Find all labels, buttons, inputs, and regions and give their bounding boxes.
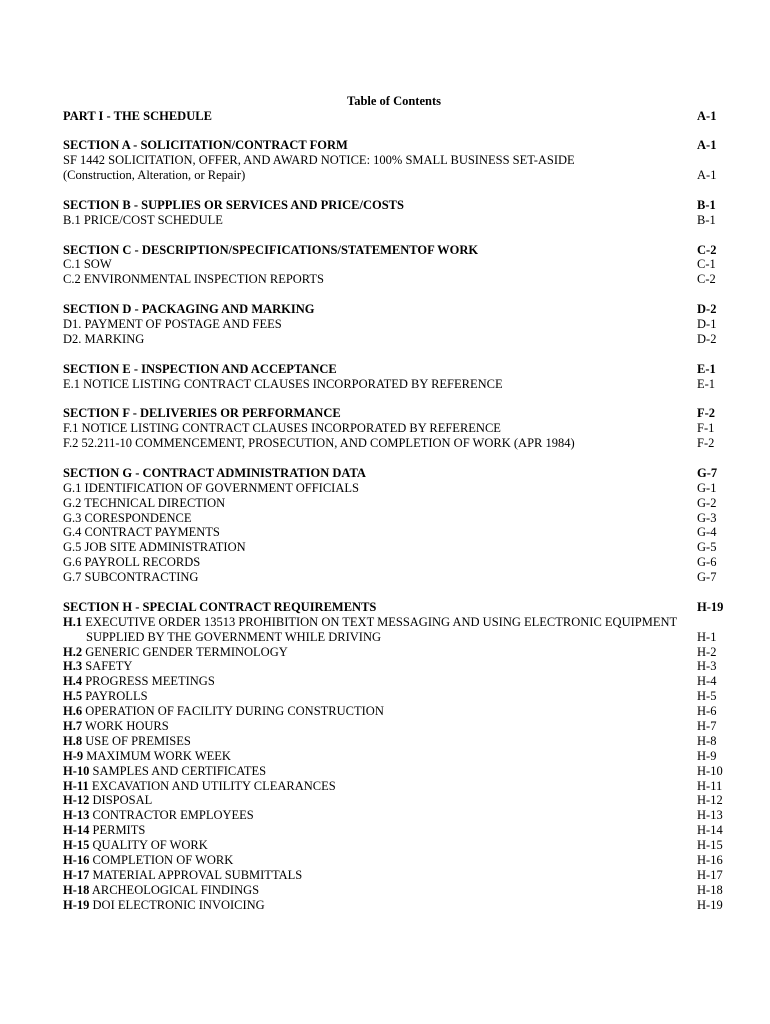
toc-entry-row [63, 808, 725, 823]
section-page: B-1 [697, 197, 716, 212]
toc-entry-title: COMPLETION OF WORK [92, 853, 234, 868]
section-page: D-2 [697, 302, 717, 317]
section-heading-row [63, 302, 725, 317]
toc-entry-row [63, 421, 725, 436]
toc-entry-page: H-1 [697, 629, 717, 644]
toc-entry-number: H-17 [63, 867, 90, 882]
toc-entry-row [63, 838, 725, 853]
toc-entry-row [63, 436, 725, 451]
toc-entry-text [63, 898, 697, 913]
toc-entry-text [63, 153, 697, 168]
toc-entry-title: EXCAVATION AND UTILITY CLEARANCES [91, 778, 336, 793]
toc-entry-row [63, 570, 725, 585]
toc-entry-text [63, 853, 697, 868]
section-gap [63, 585, 725, 600]
toc-entry-text [63, 779, 697, 794]
toc-entry-page: H-2 [697, 644, 717, 659]
toc-entry-page: C-2 [697, 272, 716, 287]
toc-entry-title: CONTRACTOR EMPLOYEES [92, 808, 254, 823]
section-page: A-1 [697, 138, 717, 153]
toc-entry-row [63, 793, 725, 808]
toc-entry-row [63, 734, 725, 749]
toc-entry-row [63, 272, 725, 287]
toc-entry-page: D-2 [697, 331, 717, 346]
toc-entry-number: H.4 [63, 674, 83, 689]
toc-body [63, 109, 725, 913]
toc-entry-page: H-15 [697, 838, 723, 853]
toc-entry-page: G-6 [697, 555, 717, 570]
section-heading: SECTION A - SOLICITATION/CONTRACT FORM [63, 138, 348, 153]
toc-entry-text: G.3 CORESPONDENCE [63, 510, 192, 525]
toc-entry-text: C.1 SOW [63, 257, 112, 272]
section-gap [63, 287, 725, 302]
toc-entry-number: H-9 [63, 748, 84, 763]
toc-entry-title: ARCHEOLOGICAL FINDINGS [91, 882, 260, 897]
toc-entry-row [63, 868, 725, 883]
toc-entry-row [63, 749, 725, 764]
toc-entry-title: MAXIMUM WORK WEEK [86, 748, 231, 763]
toc-entry-row [63, 525, 725, 540]
toc-entry-row [63, 883, 725, 898]
toc-entry-page: E-1 [697, 376, 716, 391]
toc-entry-row [63, 764, 725, 779]
toc-entry-row [63, 257, 725, 272]
toc-entry-number: H.8 [63, 733, 83, 748]
toc-entry-page: F-2 [697, 436, 715, 451]
toc-entry-page: H-19 [697, 897, 723, 912]
toc-entry-number: H.5 [63, 689, 83, 704]
toc-entry-text [63, 823, 697, 838]
toc-entry-row [63, 540, 725, 555]
toc-entry-page: A-1 [697, 168, 717, 183]
toc-entry-text [63, 734, 697, 749]
toc-entry-page: G-7 [697, 570, 717, 585]
toc-entry-row-continued [63, 630, 725, 645]
toc-entry-text: G.2 TECHNICAL DIRECTION [63, 495, 226, 510]
toc-entry-page: C-1 [697, 257, 716, 272]
toc-entry-page: H-12 [697, 793, 723, 808]
toc-entry-title: QUALITY OF WORK [92, 838, 208, 853]
section-page: F-2 [697, 406, 716, 421]
toc-entry-page: H-14 [697, 823, 723, 838]
toc-entry-row [63, 511, 725, 526]
toc-entry-text [63, 749, 697, 764]
section-heading: SECTION H - SPECIAL CONTRACT REQUIREMENTS [63, 599, 377, 614]
section-gap [63, 123, 725, 138]
toc-entry-title: USE OF PREMISES [85, 733, 191, 748]
toc-entry-number: H-10 [63, 763, 90, 778]
toc-entry-line1: SF 1442 SOLICITATION, OFFER, AND AWARD NOTICE: 100% SMALL BUSINESS SET-ASIDE [63, 153, 575, 168]
section-heading-row [63, 243, 725, 258]
section-heading-row [63, 198, 725, 213]
toc-entry-row [63, 674, 725, 689]
toc-entry-row [63, 645, 725, 660]
toc-title: Table of Contents [347, 94, 441, 108]
toc-entry-page: B-1 [697, 212, 716, 227]
toc-entry-text: G.5 JOB SITE ADMINISTRATION [63, 540, 246, 555]
toc-entry-number: H-15 [63, 838, 90, 853]
toc-entry-text: F.1 NOTICE LISTING CONTRACT CLAUSES INCORPORATED BY REFERENCE [63, 421, 501, 436]
section-page: C-2 [697, 242, 717, 257]
section-heading: SECTION F - DELIVERIES OR PERFORMANCE [63, 406, 341, 421]
toc-entry-row [63, 898, 725, 913]
section-heading: SECTION D - PACKAGING AND MARKING [63, 302, 315, 317]
toc-entry-text: E.1 NOTICE LISTING CONTRACT CLAUSES INCORPORATED BY REFERENCE [63, 376, 503, 391]
toc-entry-number: H-12 [63, 793, 90, 808]
section-gap [63, 183, 725, 198]
toc-entry-title: PAYROLLS [85, 689, 148, 704]
section-heading-row [63, 138, 725, 153]
toc-entry-text: G.1 IDENTIFICATION OF GOVERNMENT OFFICIALS [63, 480, 359, 495]
section-gap [63, 391, 725, 406]
toc-entry-row [63, 823, 725, 838]
section-page: H-19 [697, 599, 724, 614]
section-heading: SECTION B - SUPPLIES OR SERVICES AND PRICE/COSTS [63, 197, 404, 212]
toc-entry-page: G-5 [697, 540, 717, 555]
toc-entry-title: SAFETY [85, 659, 133, 674]
part-label: PART I - THE SCHEDULE [63, 108, 212, 123]
section-heading-row [63, 406, 725, 421]
part-row [63, 109, 725, 124]
toc-entry-row [63, 317, 725, 332]
toc-entry-page: H-8 [697, 733, 717, 748]
toc-entry-row [63, 377, 725, 392]
toc-entry-text: G.4 CONTRACT PAYMENTS [63, 525, 220, 540]
toc-entry-line2: SUPPLIED BY THE GOVERNMENT WHILE DRIVING [86, 629, 382, 644]
toc-entry-page: H-13 [697, 808, 723, 823]
toc-entry-text [63, 764, 697, 779]
toc-entry-number: H-11 [63, 778, 89, 793]
toc-entry-row [63, 853, 725, 868]
toc-sections [63, 123, 725, 912]
toc-entry-number: H-16 [63, 853, 90, 868]
section-heading-row [63, 362, 725, 377]
toc-entry-title: PERMITS [92, 823, 146, 838]
toc-entry-title: MATERIAL APPROVAL SUBMITTALS [92, 867, 303, 882]
toc-entry-text [63, 615, 697, 630]
toc-entry-title: GENERIC GENDER TERMINOLOGY [85, 644, 288, 659]
toc-entry-text: C.2 ENVIRONMENTAL INSPECTION REPORTS [63, 272, 324, 287]
toc-entry-number: H-14 [63, 823, 90, 838]
toc-entry-text [63, 719, 697, 734]
toc-entry-text: F.2 52.211-10 COMMENCEMENT, PROSECUTION, AND COMPLETION OF WORK (APR 1984) [63, 436, 575, 451]
toc-entry-row [63, 704, 725, 719]
toc-entry-number: H.6 [63, 704, 83, 719]
toc-entry-line2: (Construction, Alteration, or Repair) [63, 168, 246, 183]
toc-entry-page: G-4 [697, 525, 717, 540]
toc-entry-text [63, 659, 697, 674]
toc-entry-title: WORK HOURS [85, 719, 169, 734]
toc-entry-page: H-3 [697, 659, 717, 674]
toc-entry-title: SAMPLES AND CERTIFICATES [92, 763, 267, 778]
toc-entry-number: H.7 [63, 719, 83, 734]
toc-entry-row [63, 615, 725, 630]
toc-entry-text [63, 674, 697, 689]
toc-entry-text [63, 868, 697, 883]
section-heading-row [63, 466, 725, 481]
toc-entry-number: H-18 [63, 882, 90, 897]
section-gap [63, 347, 725, 362]
toc-entry-page: H-6 [697, 704, 717, 719]
toc-entry-row [63, 153, 725, 168]
toc-entry-page: H-7 [697, 719, 717, 734]
section-heading: SECTION C - DESCRIPTION/SPECIFICATIONS/STATEMENTOF WORK [63, 242, 479, 257]
toc-entry-row [63, 659, 725, 674]
toc-entry-page: H-18 [697, 882, 723, 897]
section-page: G-7 [697, 465, 718, 480]
toc-entry-page: D-1 [697, 316, 717, 331]
toc-entry-page: F-1 [697, 421, 715, 436]
toc-entry-number: H-19 [63, 897, 90, 912]
section-heading: SECTION G - CONTRACT ADMINISTRATION DATA [63, 465, 366, 480]
toc-entry-title: OPERATION OF FACILITY DURING CONSTRUCTION [85, 704, 384, 719]
part-page: A-1 [697, 108, 717, 123]
toc-entry-page: H-11 [697, 778, 723, 793]
section-heading-row [63, 600, 725, 615]
section-gap [63, 228, 725, 243]
toc-entry-text: D1. PAYMENT OF POSTAGE AND FEES [63, 316, 282, 331]
toc-entry-row [63, 496, 725, 511]
toc-entry-page: H-9 [697, 748, 717, 763]
toc-entry-page: G-2 [697, 495, 717, 510]
toc-entry-row [63, 332, 725, 347]
toc-entry-page: H-4 [697, 674, 717, 689]
toc-entry-text [63, 838, 697, 853]
toc-entry-title: PROGRESS MEETINGS [85, 674, 215, 689]
toc-entry-page: G-1 [697, 480, 717, 495]
toc-entry-text: G.6 PAYROLL RECORDS [63, 555, 201, 570]
section-gap [63, 451, 725, 466]
toc-entry-row [63, 779, 725, 794]
toc-entry-text [63, 645, 697, 660]
toc-entry-row [63, 689, 725, 704]
toc-entry-row-continued [63, 168, 725, 183]
toc-entry-text: G.7 SUBCONTRACTING [63, 570, 199, 585]
toc-entry-title: DISPOSAL [92, 793, 153, 808]
toc-entry-title: DOI ELECTRONIC INVOICING [92, 897, 265, 912]
toc-entry-page: H-10 [697, 763, 723, 778]
toc-entry-text [63, 689, 697, 704]
toc-entry-text: D2. MARKING [63, 331, 145, 346]
toc-entry-number: H.1 [63, 614, 83, 629]
toc-entry-text [63, 793, 697, 808]
toc-entry-row [63, 481, 725, 496]
section-heading: SECTION E - INSPECTION AND ACCEPTANCE [63, 361, 337, 376]
toc-entry-row [63, 719, 725, 734]
toc-entry-text [63, 808, 697, 823]
section-page: E-1 [697, 361, 716, 376]
toc-entry-row [63, 213, 725, 228]
toc-entry-page: G-3 [697, 510, 717, 525]
toc-entry-number: H.3 [63, 659, 83, 674]
toc-entry-text: B.1 PRICE/COST SCHEDULE [63, 212, 223, 227]
toc-entry-page: H-17 [697, 867, 723, 882]
toc-entry-number: H-13 [63, 808, 90, 823]
toc-entry-text [63, 883, 697, 898]
toc-entry-page: H-5 [697, 689, 717, 704]
toc-entry-text [63, 704, 697, 719]
toc-entry-number: H.2 [63, 644, 83, 659]
toc-entry-line1: EXECUTIVE ORDER 13513 PROHIBITION ON TEXT MESSAGING AND USING ELECTRONIC EQUIPMENT [85, 614, 678, 629]
toc-entry-page: H-16 [697, 853, 723, 868]
toc-entry-row [63, 555, 725, 570]
